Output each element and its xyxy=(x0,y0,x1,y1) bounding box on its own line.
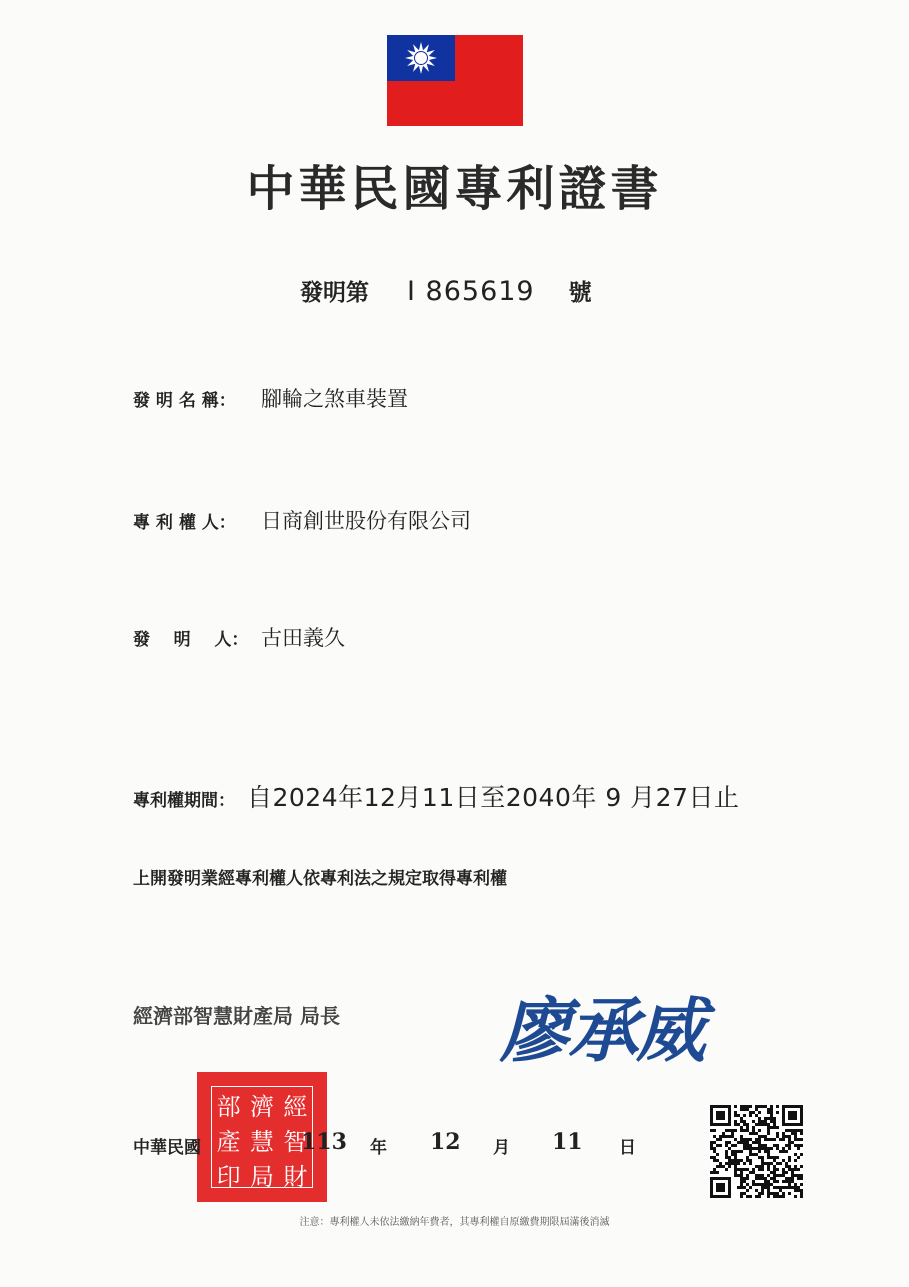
qr-code-icon xyxy=(710,1105,803,1198)
national-flag xyxy=(387,35,523,126)
issue-date-day-unit: 日 xyxy=(619,1138,636,1158)
seal-char: 慧 xyxy=(249,1128,274,1156)
issue-date-year-unit: 年 xyxy=(370,1138,387,1158)
invention-name-row xyxy=(133,383,408,413)
inventor-label: 發 明 人： xyxy=(133,630,249,650)
white-sun-icon xyxy=(404,41,438,75)
seal-inner xyxy=(211,1086,313,1191)
patent-number-suffix: 號 xyxy=(568,280,592,306)
issuing-bureau: 經濟部智慧財產局 局長 xyxy=(133,1004,340,1028)
patent-number: I 865619 xyxy=(407,276,535,307)
grant-statement: 上開發明業經專利權人依專利法之規定取得專利權 xyxy=(133,869,507,889)
patentee-label: 專 利 權 人： xyxy=(133,513,236,533)
patentee-row xyxy=(133,505,471,535)
seal-char: 印 xyxy=(216,1163,241,1191)
seal-char: 產 xyxy=(216,1128,241,1156)
issue-date-day: 11 xyxy=(552,1129,583,1155)
seal-char: 經 xyxy=(283,1093,308,1121)
patentee-value: 日商創世股份有限公司 xyxy=(261,509,471,533)
issue-date-month-unit: 月 xyxy=(493,1138,510,1158)
issue-date xyxy=(133,1129,636,1158)
inventor-row xyxy=(133,622,345,652)
patent-number-line xyxy=(300,274,592,307)
seal-char: 局 xyxy=(249,1163,274,1191)
seal-char: 濟 xyxy=(249,1093,274,1121)
seal-char: 部 xyxy=(216,1093,241,1121)
invention-name-value: 腳輪之煞車裝置 xyxy=(261,387,408,411)
invention-name-label: 發 明 名 稱： xyxy=(133,391,236,411)
seal-char: 財 xyxy=(283,1163,308,1191)
seal-char: 智 xyxy=(283,1128,308,1156)
issue-date-month: 12 xyxy=(430,1129,461,1155)
footer-note: 注意：專利權人未依法繳納年費者，其專利權自原繳費期限屆滿後消滅 xyxy=(299,1217,610,1228)
patent-number-prefix: 發明第 xyxy=(300,280,369,306)
director-signature: 廖承威 xyxy=(500,989,704,1072)
inventor-value: 古田義久 xyxy=(261,626,345,650)
patent-term-value: 自2024年12月11日至2040年 9 月27日止 xyxy=(247,783,740,812)
issue-date-era: 中華民國 xyxy=(133,1138,201,1158)
patent-term-row xyxy=(133,778,739,814)
patent-term-label: 專利權期間： xyxy=(133,791,235,811)
issue-date-year: 113 xyxy=(301,1129,347,1155)
certificate-title: 中華民國專利證書 xyxy=(246,161,663,217)
